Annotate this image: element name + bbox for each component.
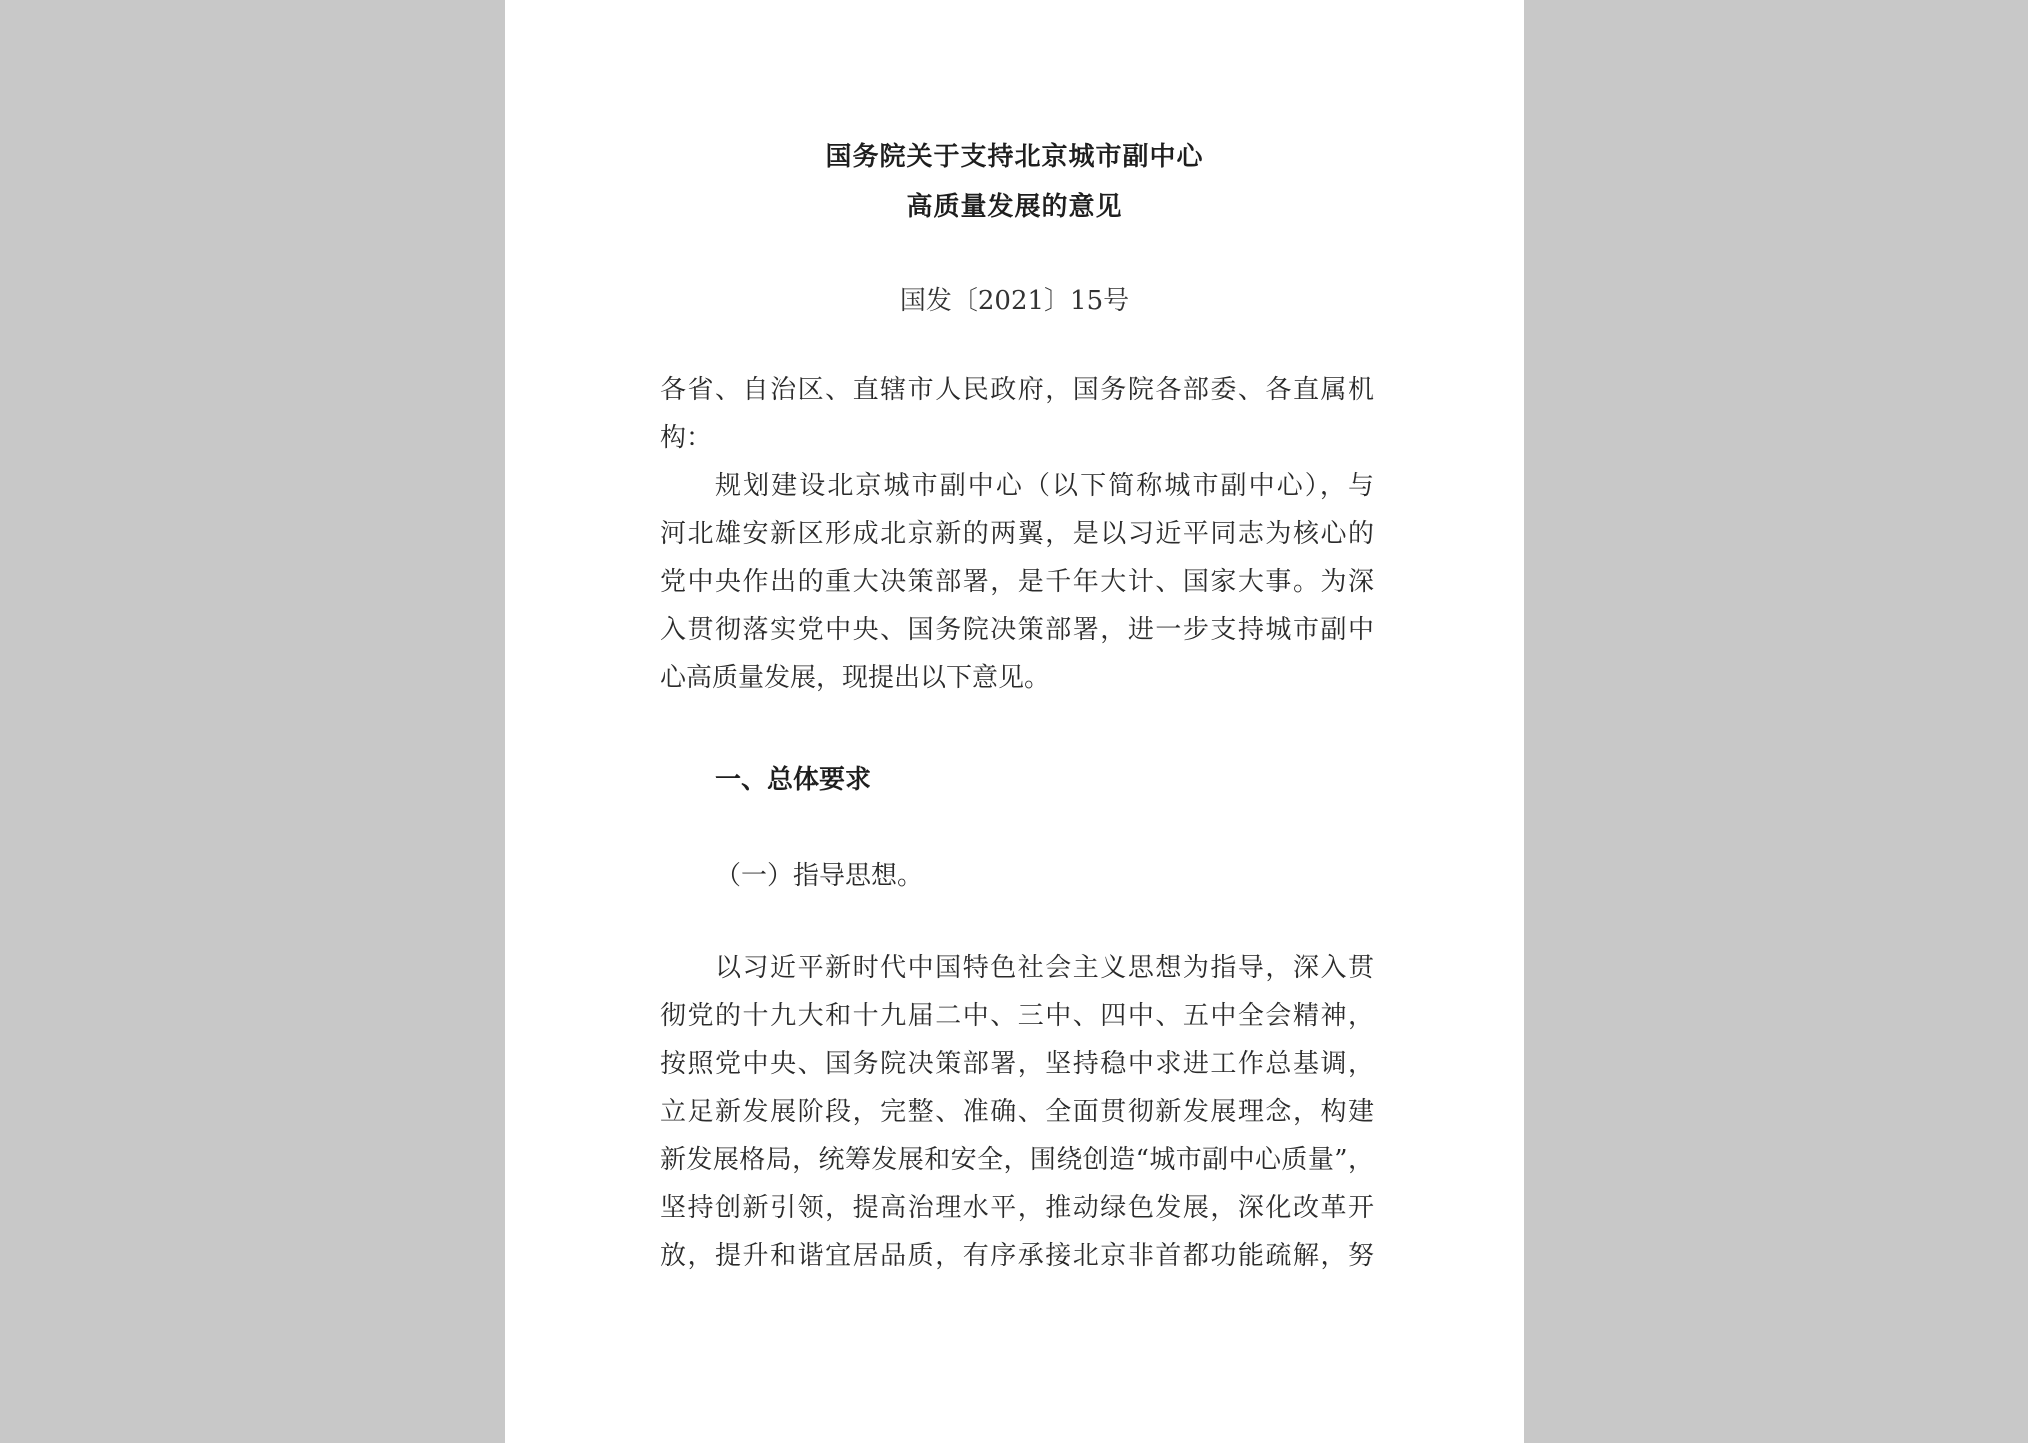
body-paragraph-line: 新发展格局，统筹发展和安全，围绕创造“城市副中心质量”，: [660, 1145, 1374, 1175]
body-paragraph-line: 按照党中央、国务院决策部署，坚持稳中求进工作总基调，: [660, 1049, 1374, 1079]
document-title-line1: 国务院关于支持北京城市副中心: [825, 142, 1204, 172]
body-paragraph-line: 放，提升和谐宜居品质，有序承接北京非首都功能疏解，努: [660, 1241, 1374, 1271]
document-page: [505, 0, 1524, 1443]
document-title-line2: 高质量发展的意见: [906, 192, 1123, 222]
intro-paragraph-line: 心高质量发展，现提出以下意见。: [660, 663, 1051, 693]
body-paragraph-line: 坚持创新引领，提高治理水平，推动绿色发展，深化改革开: [660, 1193, 1374, 1223]
intro-paragraph-line: 党中央作出的重大决策部署，是千年大计、国家大事。为深: [660, 567, 1374, 597]
intro-paragraph-line: 河北雄安新区形成北京新的两翼，是以习近平同志为核心的: [660, 519, 1374, 549]
intro-paragraph-line: 入贯彻落实党中央、国务院决策部署，进一步支持城市副中: [660, 615, 1374, 645]
body-paragraph-line: 立足新发展阶段，完整、准确、全面贯彻新发展理念，构建: [660, 1097, 1374, 1127]
subsection-heading: （一）指导思想。: [715, 861, 924, 891]
body-paragraph-line: 彻党的十九大和十九届二中、三中、四中、五中全会精神，: [660, 1001, 1374, 1031]
body-paragraph-line: 以习近平新时代中国特色社会主义思想为指导，深入贯: [715, 953, 1374, 983]
addressee-line: 各省、自治区、直辖市人民政府，国务院各部委、各直属机: [660, 375, 1374, 405]
intro-paragraph-line: 规划建设北京城市副中心（以下简称城市副中心），与: [715, 471, 1374, 501]
addressee-line: 构：: [660, 423, 713, 453]
document-number: 国发〔2021〕15号: [899, 286, 1130, 316]
section-heading: 一、总体要求: [715, 765, 872, 795]
